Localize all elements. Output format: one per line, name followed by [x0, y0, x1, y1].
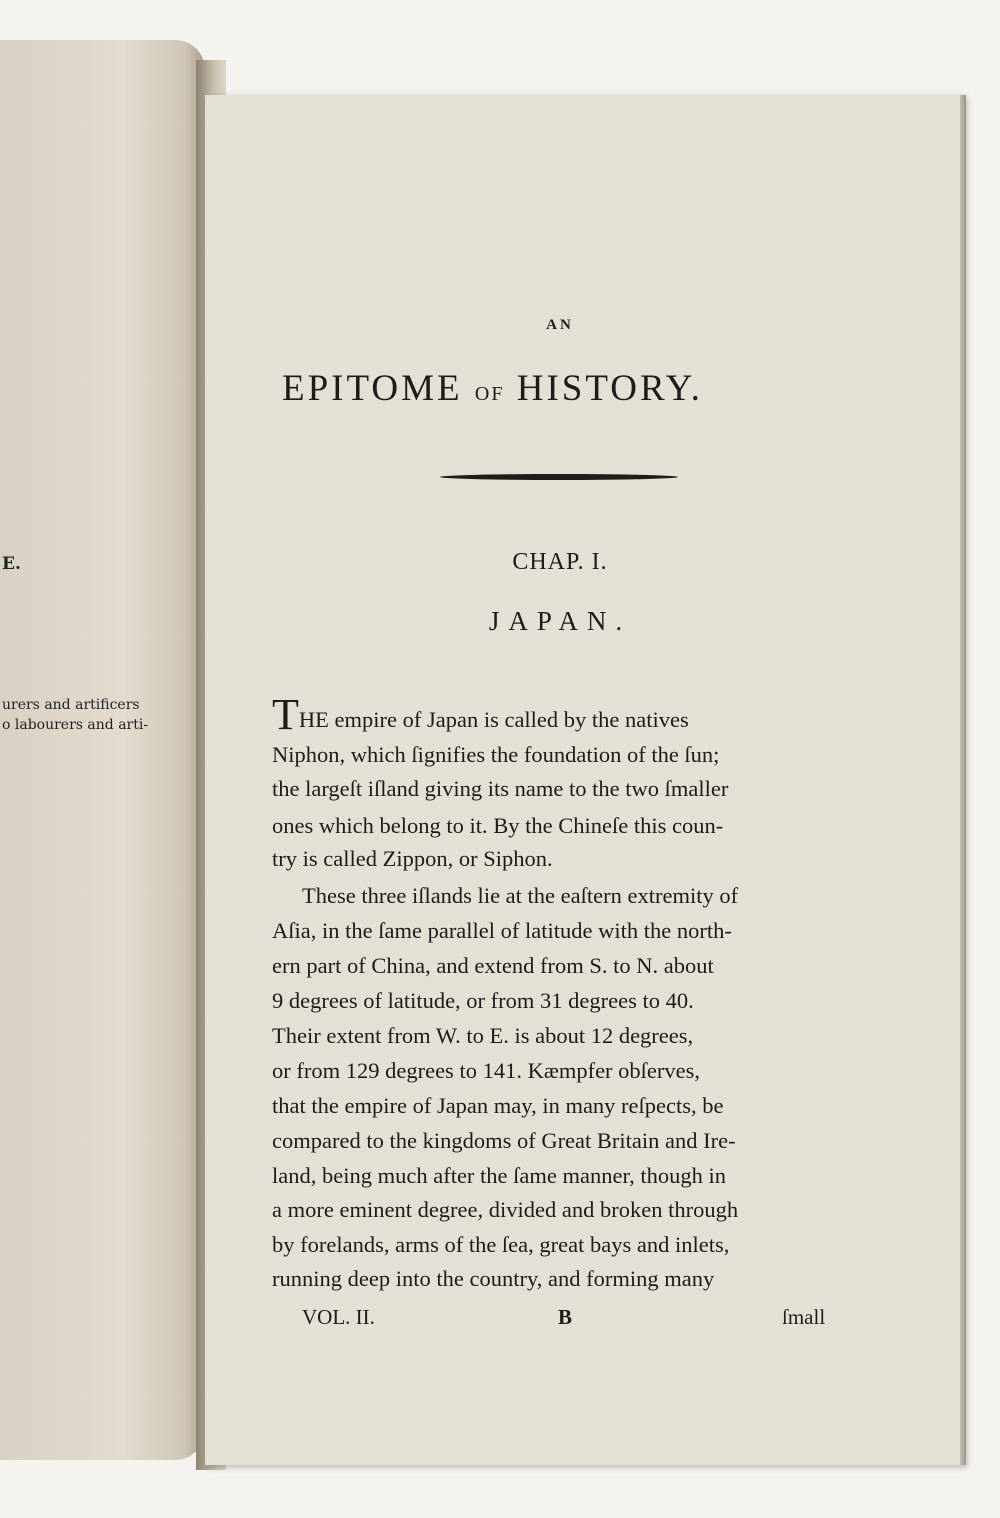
page-title: [282, 367, 703, 410]
volume-footer: VOL. II.: [302, 1305, 375, 1329]
page-edge: [960, 95, 966, 1465]
body-line: [272, 690, 689, 739]
catchword: ſmall: [782, 1305, 826, 1329]
body-line: that the empire of Japan may, in many reſpects, be: [272, 1093, 724, 1118]
heading-an: AN: [546, 317, 574, 333]
body-line: Niphon, which ſignifies the foundation of the ſun;: [272, 742, 720, 767]
left-page-line: urers and artificers: [2, 697, 140, 713]
body-line: Aſia, in the ſame parallel of latitude with the north-: [272, 918, 732, 943]
title-part-epitome: EPITOME: [282, 368, 463, 409]
body-line: try is called Zippon, or Siphon.: [272, 846, 553, 871]
title-part-of: OF: [474, 383, 505, 405]
body-line: or from 129 degrees to 141. Kæmpfer obſerves,: [272, 1058, 701, 1083]
body-line: a more eminent degree, divided and broken through: [272, 1197, 739, 1222]
body-line: by forelands, arms of the ſea, great bays and inlets,: [272, 1232, 730, 1257]
body-line: These three iſlands lie at the eaſtern extremity of: [302, 883, 739, 908]
chapter-heading: CHAP. I.: [512, 549, 608, 575]
left-page-line: o labourers and arti-: [2, 717, 149, 733]
body-line: the largeſt iſland giving its name to the two ſmaller: [272, 776, 729, 801]
body-line: compared to the kingdoms of Great Britain and Ire-: [272, 1128, 736, 1153]
drop-cap: T: [272, 690, 299, 739]
left-page-section-letter: E.: [2, 554, 21, 574]
country-heading: JAPAN.: [488, 606, 632, 636]
body-line: ern part of China, and extend from S. to N. about: [272, 953, 714, 978]
body-line: land, being much after the ſame manner, though in: [272, 1163, 726, 1188]
decorative-rule: [440, 474, 678, 480]
body-line: Their extent from W. to E. is about 12 degrees,: [272, 1023, 694, 1048]
body-line: running deep into the country, and forming many: [272, 1266, 715, 1291]
body-line: 9 degrees of latitude, or from 31 degrees to 40.: [272, 988, 694, 1013]
body-line: ones which belong to it. By the Chineſe this coun-: [272, 813, 724, 838]
body-line-text: HE empire of Japan is called by the natives: [298, 707, 689, 732]
title-part-history: HISTORY.: [516, 368, 703, 409]
signature-mark: B: [558, 1305, 573, 1329]
left-page: [0, 40, 205, 1460]
